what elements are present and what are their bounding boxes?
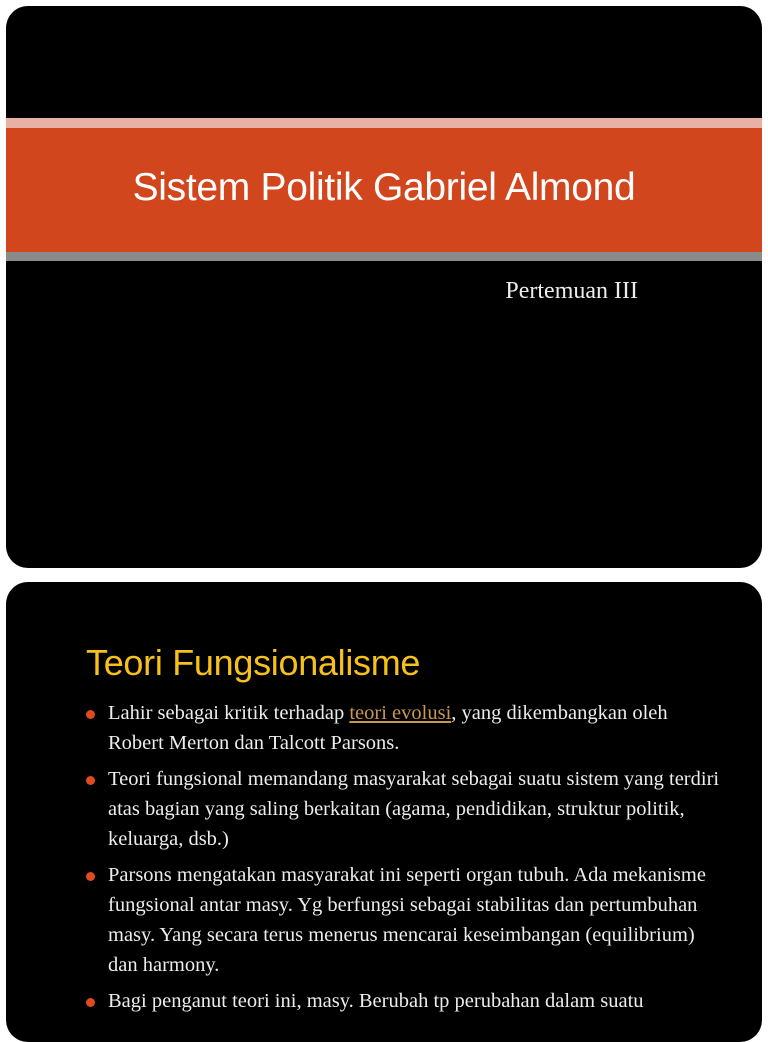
- bullet-text: Teori fungsional memandang masyarakat sebagai suatu sistem yang terdiri atas bagian yang saling berkaitan (agama, pendidikan, struktur politik, keluarga, dsb.): [108, 768, 720, 850]
- bullet-item: [86, 986, 726, 1016]
- bullet-dot-icon: [86, 776, 95, 785]
- content-slide: [6, 582, 762, 1042]
- bullet-item: [86, 764, 726, 854]
- bullet-text-before: Lahir sebagai kritik terhadap: [108, 702, 350, 724]
- bullet-text: Bagi penganut teori ini, masy. Berubah tp perubahan dalam suatu: [108, 990, 644, 1012]
- bullet-text-after: , yang dikembangkan oleh Robert Merton dan Talcott Parsons.: [108, 702, 668, 754]
- bullet-item: [86, 860, 726, 980]
- title-band: [6, 128, 762, 252]
- bullet-dot-icon: [86, 710, 95, 719]
- slide-heading: Teori Fungsionalisme: [86, 642, 421, 683]
- band-bottom-stripe: [6, 252, 762, 261]
- bullet-text: Parsons mengatakan masyarakat ini seperti organ tubuh. Ada mekanisme fungsional antar masy. Yg berfungsi sebagai stabilitas dan pertumbuhan masy. Yang secara terus menerus mencarai keseimbangan (equilibrium) dan harmony.: [108, 864, 706, 976]
- teori-evolusi-link[interactable]: teori evolusi: [349, 702, 452, 724]
- bullet-dot-icon: [86, 998, 95, 1007]
- band-top-stripe: [6, 118, 762, 128]
- bullet-dot-icon: [86, 872, 95, 881]
- slide-subtitle: Pertemuan III: [505, 278, 638, 304]
- slide-title: Sistem Politik Gabriel Almond: [132, 166, 636, 209]
- bullet-item: [86, 698, 726, 758]
- title-slide: [6, 6, 762, 568]
- bullet-list: [86, 698, 726, 1022]
